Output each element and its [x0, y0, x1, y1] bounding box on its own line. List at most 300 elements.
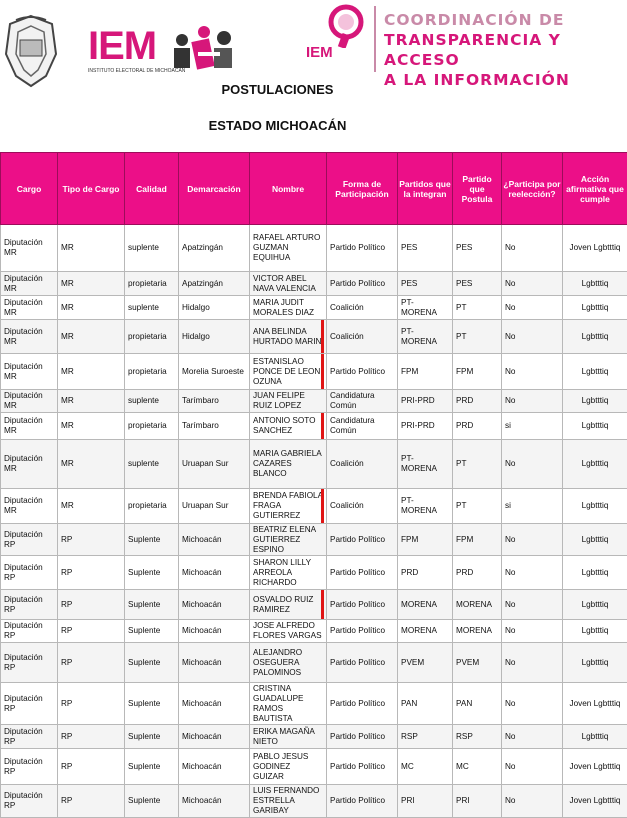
- partidos-integran-cell: [398, 749, 453, 785]
- page-title: POSTULACIONES: [0, 82, 555, 97]
- cell-text: PT-MORENA: [401, 298, 437, 317]
- forma-participacion-cell: [327, 225, 398, 272]
- cell-text: Apatzingán: [182, 279, 223, 288]
- cell-text: OSVALDO RUIZ RAMIREZ: [253, 595, 313, 614]
- nombre-cell: [250, 725, 327, 749]
- cell-text: MC: [401, 762, 414, 771]
- cell-text: Lgbtttiq: [582, 626, 609, 635]
- cell-text: Suplente: [128, 600, 160, 609]
- cell-text: No: [505, 796, 515, 805]
- cell-text: ANA BELINDA HURTADO MARIN: [253, 327, 321, 346]
- calidad-cell: [125, 390, 179, 413]
- cell-text: Apatzingán: [182, 243, 223, 252]
- accion-afirmativa-cell: [563, 320, 627, 354]
- cell-text: Morelia Suroeste: [182, 367, 244, 376]
- accion-afirmativa-cell: [563, 354, 627, 390]
- table-row: [1, 413, 627, 440]
- accion-afirmativa-cell: [563, 440, 627, 489]
- iem-logo-subtext: INSTITUTO ELECTORAL DE MICHOACÁN: [88, 68, 185, 74]
- accion-afirmativa-cell: [563, 620, 627, 643]
- partido-postula-cell: [453, 320, 502, 354]
- cargo-cell: [1, 524, 58, 556]
- forma-participacion-cell: [327, 725, 398, 749]
- cell-text: PRD: [456, 396, 473, 405]
- cell-text: No: [505, 243, 515, 252]
- cell-text: PT: [456, 332, 466, 341]
- tipo-cargo-cell: [58, 620, 125, 643]
- nombre-cell: [250, 643, 327, 683]
- cell-text: Diputación RP: [4, 621, 43, 640]
- tipo-cargo-cell: [58, 354, 125, 390]
- cell-text: Candidatura Común: [330, 391, 375, 410]
- cell-text: Partido Político: [330, 279, 385, 288]
- cell-text: RP: [61, 732, 72, 741]
- tipo-cargo-cell: [58, 683, 125, 725]
- demarcacion-cell: [179, 225, 250, 272]
- cell-text: VICTOR ABEL NAVA VALENCIA: [253, 274, 316, 293]
- demarcacion-cell: [179, 489, 250, 524]
- cell-text: MR: [61, 243, 74, 252]
- table-row: [1, 354, 627, 390]
- cell-text: si: [505, 501, 511, 510]
- partido-postula-cell: [453, 620, 502, 643]
- michoacan-seal-icon: [2, 14, 60, 88]
- cell-text: Suplente: [128, 762, 160, 771]
- cargo-cell: [1, 354, 58, 390]
- reeleccion-cell: [502, 390, 563, 413]
- reeleccion-cell: [502, 413, 563, 440]
- cell-text: RP: [61, 600, 72, 609]
- cell-text: PRD: [456, 421, 473, 430]
- calidad-cell: [125, 225, 179, 272]
- cell-text: JOSE ALFREDO FLORES VARGAS: [253, 621, 322, 640]
- cell-text: Suplente: [128, 699, 160, 708]
- cell-text: MORENA: [401, 600, 437, 609]
- nombre-cell: [250, 354, 327, 390]
- tipo-cargo-cell: [58, 296, 125, 320]
- cargo-cell: [1, 390, 58, 413]
- cell-text: Suplente: [128, 796, 160, 805]
- tipo-cargo-cell: [58, 440, 125, 489]
- partido-postula-cell: [453, 296, 502, 320]
- cell-text: Michoacán: [182, 626, 222, 635]
- cell-text: propietaria: [128, 367, 167, 376]
- cell-text: Michoacán: [182, 762, 222, 771]
- column-header: Nombre: [250, 153, 327, 225]
- column-header: Calidad: [125, 153, 179, 225]
- demarcacion-cell: [179, 590, 250, 620]
- cell-text: RP: [61, 568, 72, 577]
- demarcacion-cell: [179, 683, 250, 725]
- cell-text: PRI: [401, 796, 415, 805]
- cell-text: MR: [61, 459, 74, 468]
- cell-text: MR: [61, 396, 74, 405]
- partido-postula-cell: [453, 785, 502, 818]
- accion-afirmativa-cell: [563, 643, 627, 683]
- cell-text: Diputación RP: [4, 727, 43, 746]
- cell-text: PES: [401, 243, 417, 252]
- iem-logo-text: IEM: [88, 24, 156, 68]
- cell-text: Partido Político: [330, 367, 385, 376]
- cargo-cell: [1, 749, 58, 785]
- cell-text: Diputación MR: [4, 496, 43, 515]
- cell-text: Partido Político: [330, 762, 385, 771]
- cell-text: No: [505, 332, 515, 341]
- cell-text: Joven Lgbtttiq: [570, 796, 621, 805]
- partido-postula-cell: [453, 524, 502, 556]
- cell-text: MR: [61, 367, 74, 376]
- postulaciones-table: [0, 152, 627, 818]
- reeleccion-cell: [502, 620, 563, 643]
- cell-text: BRENDA FABIOLA FRAGA GUTIERREZ: [253, 491, 323, 520]
- cell-text: No: [505, 535, 515, 544]
- cargo-cell: [1, 590, 58, 620]
- cargo-cell: [1, 489, 58, 524]
- demarcacion-cell: [179, 440, 250, 489]
- cell-text: PT-MORENA: [401, 496, 437, 515]
- cargo-cell: [1, 296, 58, 320]
- transparency-line: TRANSPARENCIA Y ACCESO: [384, 30, 624, 70]
- transparency-line: A LA INFORMACIÓN: [384, 70, 624, 90]
- cell-text: Partido Político: [330, 658, 385, 667]
- accion-afirmativa-cell: [563, 413, 627, 440]
- cell-text: propietaria: [128, 332, 167, 341]
- cell-text: Tarímbaro: [182, 421, 219, 430]
- cargo-cell: [1, 272, 58, 296]
- partidos-integran-cell: [398, 320, 453, 354]
- calidad-cell: [125, 440, 179, 489]
- cell-text: No: [505, 459, 515, 468]
- table-row: [1, 725, 627, 749]
- nombre-cell: [250, 320, 327, 354]
- reeleccion-cell: [502, 296, 563, 320]
- partido-postula-cell: [453, 725, 502, 749]
- nombre-cell: [250, 556, 327, 590]
- demarcacion-cell: [179, 749, 250, 785]
- cell-text: FPM: [401, 535, 418, 544]
- demarcacion-cell: [179, 524, 250, 556]
- demarcacion-cell: [179, 643, 250, 683]
- cell-text: Diputación MR: [4, 391, 43, 410]
- demarcacion-cell: [179, 354, 250, 390]
- tipo-cargo-cell: [58, 749, 125, 785]
- cell-text: Candidatura Común: [330, 416, 375, 435]
- reeleccion-cell: [502, 225, 563, 272]
- cargo-cell: [1, 413, 58, 440]
- cell-text: propietaria: [128, 501, 167, 510]
- cell-text: ANTONIO SOTO SANCHEZ: [253, 416, 315, 435]
- cell-text: Michoacán: [182, 796, 222, 805]
- cell-text: Lgbtttiq: [582, 459, 609, 468]
- cell-text: PRI: [456, 796, 470, 805]
- calidad-cell: [125, 590, 179, 620]
- tipo-cargo-cell: [58, 320, 125, 354]
- cell-text: propietaria: [128, 279, 167, 288]
- reeleccion-cell: [502, 785, 563, 818]
- forma-participacion-cell: [327, 556, 398, 590]
- cell-text: No: [505, 762, 515, 771]
- cell-text: Uruapan Sur: [182, 501, 228, 510]
- nombre-cell: [250, 749, 327, 785]
- nombre-cell: [250, 440, 327, 489]
- partido-postula-cell: [453, 413, 502, 440]
- nombre-cell: [250, 413, 327, 440]
- partidos-integran-cell: [398, 390, 453, 413]
- cell-text: Lgbtttiq: [582, 303, 609, 312]
- cell-text: No: [505, 626, 515, 635]
- cell-text: Diputación RP: [4, 530, 43, 549]
- forma-participacion-cell: [327, 489, 398, 524]
- cell-text: Michoacán: [182, 658, 222, 667]
- cell-text: Suplente: [128, 732, 160, 741]
- tipo-cargo-cell: [58, 272, 125, 296]
- tipo-cargo-cell: [58, 390, 125, 413]
- cell-text: Coalición: [330, 303, 364, 312]
- nombre-cell: [250, 390, 327, 413]
- partido-postula-cell: [453, 749, 502, 785]
- cell-text: MR: [61, 303, 74, 312]
- partido-postula-cell: [453, 590, 502, 620]
- nombre-cell: [250, 590, 327, 620]
- calidad-cell: [125, 749, 179, 785]
- table-row: [1, 749, 627, 785]
- column-header: Forma de Participación: [327, 153, 398, 225]
- cell-text: Joven Lgbtttiq: [570, 699, 621, 708]
- document-header: [0, 0, 627, 150]
- tipo-cargo-cell: [58, 489, 125, 524]
- column-header: Acción afirmativa que cumple: [563, 153, 627, 225]
- table-row: [1, 272, 627, 296]
- calidad-cell: [125, 683, 179, 725]
- forma-participacion-cell: [327, 413, 398, 440]
- cell-text: PABLO JESUS GODINEZ GUIZAR: [253, 752, 308, 781]
- cargo-cell: [1, 785, 58, 818]
- forma-participacion-cell: [327, 683, 398, 725]
- tipo-cargo-cell: [58, 524, 125, 556]
- cell-text: PES: [456, 243, 472, 252]
- cell-text: PRD: [401, 568, 418, 577]
- reeleccion-cell: [502, 749, 563, 785]
- cell-text: FPM: [401, 367, 418, 376]
- reeleccion-cell: [502, 354, 563, 390]
- nombre-cell: [250, 524, 327, 556]
- transparency-logo-iem: IEM: [306, 44, 333, 61]
- cell-text: RAFAEL ARTURO GUZMAN EQUIHUA: [253, 233, 320, 262]
- cell-text: Lgbtttiq: [582, 600, 609, 609]
- cell-text: suplente: [128, 243, 159, 252]
- cell-text: Michoacán: [182, 568, 222, 577]
- partidos-integran-cell: [398, 620, 453, 643]
- cell-text: Suplente: [128, 535, 160, 544]
- cell-text: Michoacán: [182, 732, 222, 741]
- cell-text: Michoacán: [182, 600, 222, 609]
- cell-text: Diputación MR: [4, 274, 43, 293]
- cell-text: MORENA: [456, 600, 492, 609]
- calidad-cell: [125, 272, 179, 296]
- cell-text: MC: [456, 762, 469, 771]
- cell-text: Partido Político: [330, 732, 385, 741]
- forma-participacion-cell: [327, 643, 398, 683]
- table-row: [1, 683, 627, 725]
- cell-text: PT: [456, 501, 466, 510]
- cell-text: PAN: [401, 699, 417, 708]
- cell-text: Diputación MR: [4, 327, 43, 346]
- table-row: [1, 590, 627, 620]
- partido-postula-cell: [453, 489, 502, 524]
- cargo-cell: [1, 440, 58, 489]
- people-voting-icon: [174, 26, 238, 72]
- partidos-integran-cell: [398, 413, 453, 440]
- calidad-cell: [125, 725, 179, 749]
- cell-text: MR: [61, 279, 74, 288]
- tipo-cargo-cell: [58, 785, 125, 818]
- cell-text: Diputación MR: [4, 454, 43, 473]
- cell-text: si: [505, 421, 511, 430]
- cargo-cell: [1, 556, 58, 590]
- cell-text: Michoacán: [182, 535, 222, 544]
- cell-text: Lgbtttiq: [582, 501, 609, 510]
- partido-postula-cell: [453, 440, 502, 489]
- partido-postula-cell: [453, 225, 502, 272]
- accion-afirmativa-cell: [563, 489, 627, 524]
- column-header: Tipo de Cargo: [58, 153, 125, 225]
- cell-text: MORENA: [401, 626, 437, 635]
- cell-text: CRISTINA GUADALUPE RAMOS BAUTISTA: [253, 684, 304, 723]
- logo-divider: [374, 6, 376, 72]
- forma-participacion-cell: [327, 590, 398, 620]
- reeleccion-cell: [502, 683, 563, 725]
- cell-text: PT-MORENA: [401, 454, 437, 473]
- cell-text: PVEM: [456, 658, 479, 667]
- nombre-cell: [250, 296, 327, 320]
- cell-text: Suplente: [128, 658, 160, 667]
- column-header: Demarcación: [179, 153, 250, 225]
- cell-text: Diputación MR: [4, 238, 43, 257]
- demarcacion-cell: [179, 320, 250, 354]
- cell-text: MORENA: [456, 626, 492, 635]
- cell-text: Uruapan Sur: [182, 459, 228, 468]
- cell-text: Partido Político: [330, 568, 385, 577]
- cell-text: Diputación RP: [4, 757, 43, 776]
- forma-participacion-cell: [327, 296, 398, 320]
- calidad-cell: [125, 354, 179, 390]
- accion-afirmativa-cell: [563, 683, 627, 725]
- calidad-cell: [125, 320, 179, 354]
- forma-participacion-cell: [327, 749, 398, 785]
- table-row: [1, 296, 627, 320]
- page-subtitle: ESTADO MICHOACÁN: [0, 118, 555, 133]
- cargo-cell: [1, 725, 58, 749]
- table-row: [1, 524, 627, 556]
- partido-postula-cell: [453, 272, 502, 296]
- cell-text: Lgbtttiq: [582, 658, 609, 667]
- cell-text: Lgbtttiq: [582, 396, 609, 405]
- demarcacion-cell: [179, 556, 250, 590]
- cell-text: No: [505, 279, 515, 288]
- cell-text: RP: [61, 762, 72, 771]
- cell-text: suplente: [128, 459, 159, 468]
- accion-afirmativa-cell: [563, 590, 627, 620]
- table-row: [1, 489, 627, 524]
- partido-postula-cell: [453, 390, 502, 413]
- cell-text: Suplente: [128, 626, 160, 635]
- magnifier-icon: [320, 4, 370, 48]
- cell-text: Lgbtttiq: [582, 732, 609, 741]
- partidos-integran-cell: [398, 524, 453, 556]
- cell-text: Diputación RP: [4, 653, 43, 672]
- table-row: [1, 620, 627, 643]
- cell-text: LUIS FERNANDO ESTRELLA GARIBAY: [253, 786, 319, 815]
- reeleccion-cell: [502, 590, 563, 620]
- cell-text: No: [505, 303, 515, 312]
- partidos-integran-cell: [398, 556, 453, 590]
- cell-text: No: [505, 732, 515, 741]
- cell-text: Lgbtttiq: [582, 279, 609, 288]
- accion-afirmativa-cell: [563, 390, 627, 413]
- table-row: [1, 390, 627, 413]
- demarcacion-cell: [179, 413, 250, 440]
- partidos-integran-cell: [398, 489, 453, 524]
- nombre-cell: [250, 225, 327, 272]
- cell-text: Diputación RP: [4, 791, 43, 810]
- table-row: [1, 440, 627, 489]
- nombre-cell: [250, 620, 327, 643]
- calidad-cell: [125, 524, 179, 556]
- partido-postula-cell: [453, 683, 502, 725]
- cell-text: suplente: [128, 303, 159, 312]
- partidos-integran-cell: [398, 785, 453, 818]
- calidad-cell: [125, 296, 179, 320]
- demarcacion-cell: [179, 390, 250, 413]
- tipo-cargo-cell: [58, 225, 125, 272]
- cell-text: Lgbtttiq: [582, 332, 609, 341]
- table-row: [1, 643, 627, 683]
- tipo-cargo-cell: [58, 590, 125, 620]
- calidad-cell: [125, 413, 179, 440]
- partido-postula-cell: [453, 643, 502, 683]
- cell-text: No: [505, 600, 515, 609]
- partidos-integran-cell: [398, 683, 453, 725]
- tipo-cargo-cell: [58, 643, 125, 683]
- reeleccion-cell: [502, 556, 563, 590]
- tipo-cargo-cell: [58, 556, 125, 590]
- accion-afirmativa-cell: [563, 524, 627, 556]
- calidad-cell: [125, 620, 179, 643]
- accion-afirmativa-cell: [563, 556, 627, 590]
- calidad-cell: [125, 785, 179, 818]
- demarcacion-cell: [179, 620, 250, 643]
- transparency-logo: [306, 4, 624, 78]
- calidad-cell: [125, 643, 179, 683]
- table-row: [1, 320, 627, 354]
- forma-participacion-cell: [327, 272, 398, 296]
- cell-text: PAN: [456, 699, 472, 708]
- cell-text: Diputación MR: [4, 298, 43, 317]
- cell-text: JUAN FELIPE RUIZ LOPEZ: [253, 391, 305, 410]
- nombre-cell: [250, 272, 327, 296]
- demarcacion-cell: [179, 272, 250, 296]
- cell-text: Partido Político: [330, 626, 385, 635]
- cell-text: Diputación MR: [4, 416, 43, 435]
- cell-text: PVEM: [401, 658, 424, 667]
- cell-text: No: [505, 658, 515, 667]
- column-header: ¿Participa por reelección?: [502, 153, 563, 225]
- cell-text: RSP: [401, 732, 418, 741]
- cell-text: PRD: [456, 568, 473, 577]
- cell-text: No: [505, 396, 515, 405]
- cell-text: Lgbtttiq: [582, 568, 609, 577]
- iem-logo: [88, 24, 238, 76]
